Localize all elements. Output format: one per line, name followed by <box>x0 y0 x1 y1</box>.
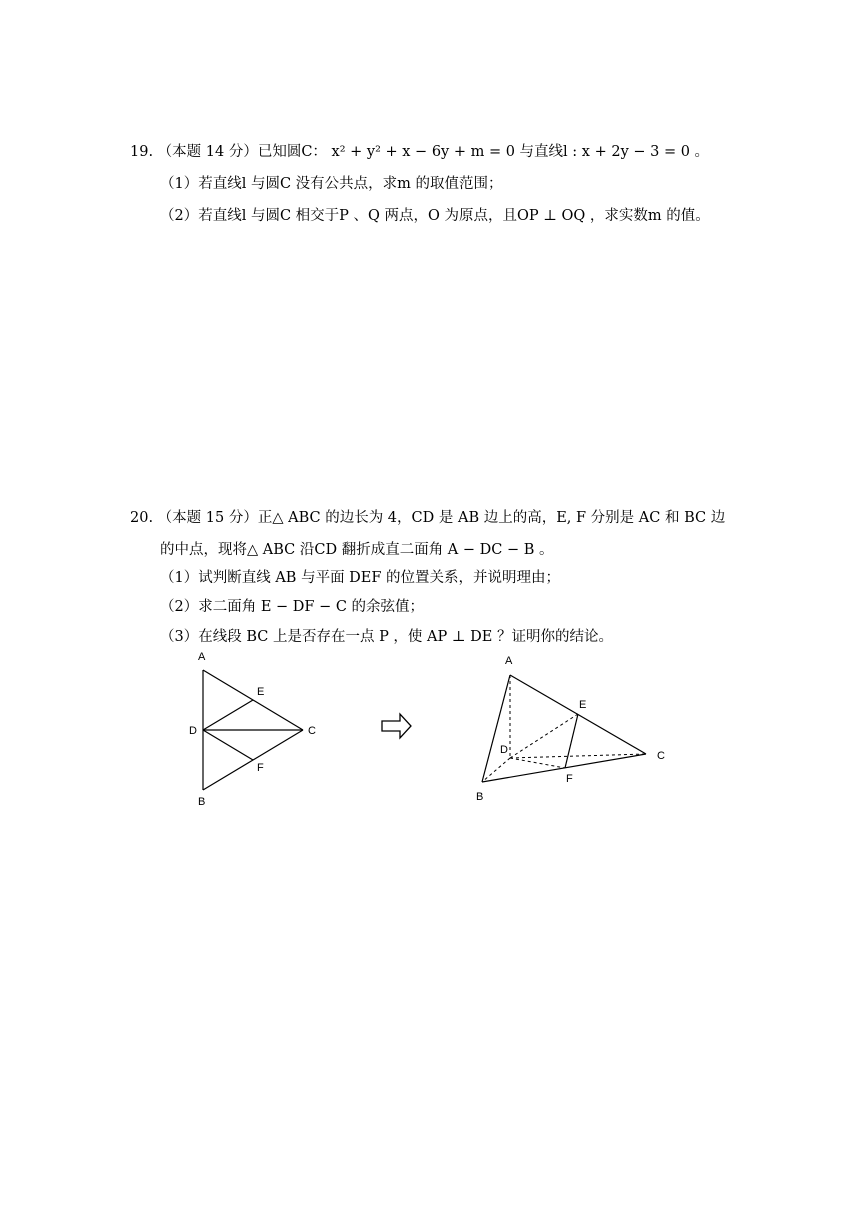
label-F: F <box>257 762 264 774</box>
edge-AB <box>482 675 510 782</box>
label-D: D <box>500 744 508 756</box>
label-A: A <box>505 655 513 667</box>
problem-20-part-1: （1）试判断直线 AB 与平面 DEF 的位置关系，并说明理由； <box>160 570 561 586</box>
problem-20-statement-continued: 的中点，现将△ ABC 沿CD 翻折成直二面角 A − DC − B 。 <box>160 542 554 558</box>
label-D: D <box>189 725 197 737</box>
label-C: C <box>308 725 316 737</box>
edge-DE-hidden <box>510 714 578 758</box>
label-C: C <box>657 750 665 762</box>
edge-EF <box>565 714 578 768</box>
label-E: E <box>257 686 265 698</box>
folded-tetrahedron-figure <box>470 650 680 810</box>
label-F: F <box>566 773 573 785</box>
label-B: B <box>198 796 206 808</box>
edge-DF-hidden <box>510 758 565 768</box>
problem-20-statement: 20. （本题 15 分）正△ ABC 的边长为 4，CD 是 AB 边上的高，E, F 分别是 AC 和 BC 边 <box>130 510 726 526</box>
label-A: A <box>198 651 206 663</box>
label-B: B <box>476 791 484 803</box>
flat-triangle-figure <box>180 645 330 810</box>
problem-19-part-2: （2）若直线l 与圆C 相交于P 、Q 两点，O 为原点，且OP ⊥ OQ ，求实数m 的值。 <box>160 208 710 224</box>
problem-20-part-3: （3）在线段 BC 上是否存在一点 P ，使 AP ⊥ DE ？证明你的结论。 <box>160 629 613 645</box>
problem-19-part-1: （1）若直线l 与圆C 没有公共点，求m 的取值范围； <box>160 176 503 192</box>
problem-20-part-2: （2）求二面角 E − DF − C 的余弦值； <box>160 599 425 615</box>
right-arrow-icon <box>380 712 414 740</box>
label-E: E <box>579 699 587 711</box>
edge-DF <box>203 730 253 760</box>
edge-DE <box>203 700 253 730</box>
problem-19-statement: 19. （本题 14 分）已知圆C： x² + y² + x − 6y + m = 0 与直线l : x + 2y − 3 = 0 。 <box>130 144 710 160</box>
